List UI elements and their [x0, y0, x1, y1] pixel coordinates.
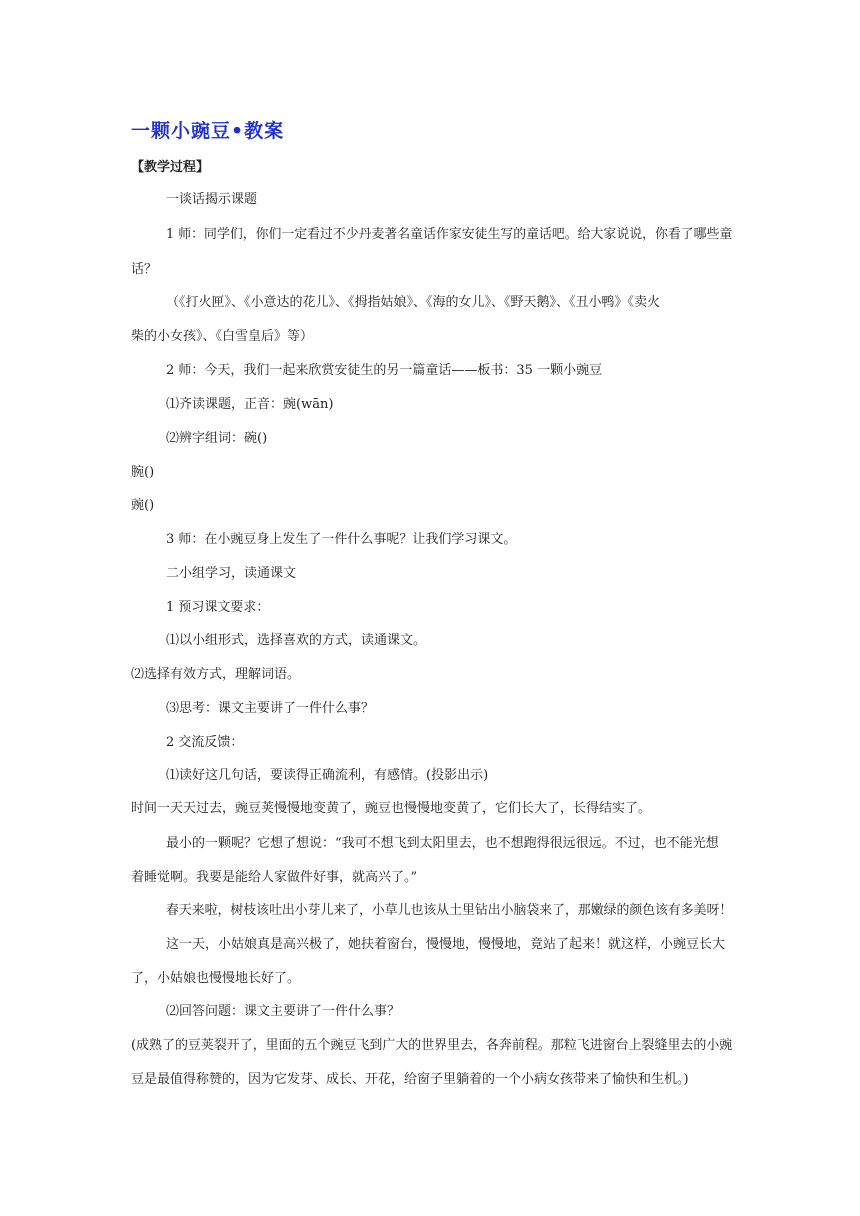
paragraph-line: 这一天，小姑娘真是高兴极了，她扶着窗台，慢慢地，慢慢地，竟站了起来！就这样，小豌豆长大	[166, 937, 726, 952]
paragraph-line: (成熟了的豆荚裂开了，里面的五个豌豆飞到广大的世界里去，各奔前程。那粒飞进窗台上裂缝里去的小豌	[131, 1038, 733, 1053]
paragraph-line: ⑵辨字组词：碗()	[166, 431, 268, 446]
paragraph-line: 话？	[131, 262, 158, 277]
paragraph-line: 豆是最值得称赞的，因为它发芽、成长、开花，给窗子里躺着的一个小病女孩带来了愉快和生机。)	[131, 1072, 689, 1087]
paragraph-line: 2 师：今天，我们一起来欣赏安徒生的另一篇童话——板书：35 一颗小豌豆	[166, 363, 603, 378]
paragraph-line: 2 交流反馈：	[166, 735, 244, 750]
paragraph-line: ⑴以小组形式，选择喜欢的方式，读通课文。	[166, 633, 427, 648]
paragraph-line: 着睡觉啊。我要是能给人家做件好事，就高兴了。”	[131, 870, 418, 885]
paragraph-line: 豌()	[131, 498, 155, 513]
paragraph-line: ⑶思考：课文主要讲了一件什么事？	[166, 701, 375, 716]
paragraph-line: 最小的一颗呢？它想了想说：“我可不想飞到太阳里去，也不想跑得很远很远。不过，也不能光想	[166, 836, 719, 851]
paragraph-line: 1 预习课文要求：	[166, 600, 270, 615]
paragraph-line: ⑵选择有效方式，理解词语。	[131, 667, 301, 682]
section-heading: 【教学过程】	[131, 160, 210, 175]
paragraph-line: 腕()	[131, 465, 155, 480]
paragraph-line: ⑵回答问题：课文主要讲了一件什么事？	[166, 1004, 401, 1019]
paragraph-line: 3 师：在小豌豆身上发生了一件什么事呢？让我们学习课文。	[166, 532, 517, 547]
paragraph-line: 二小组学习，读通课文	[166, 566, 297, 581]
paragraph-line: （《打火匣》、《小意达的花儿》、《拇指姑娘》、《海的女儿》、《野天鹅》、《丑小鸭》《卖火	[166, 295, 661, 310]
paragraph-line: ⑴读好这几句话，要读得正确流利，有感情。(投影出示)	[166, 768, 489, 783]
paragraph-line: 了，小姑娘也慢慢地长好了。	[131, 971, 301, 986]
paragraph-line: 一谈话揭示课题	[166, 192, 258, 207]
paragraph-line: 时间一天天过去，豌豆荚慢慢地变黄了，豌豆也慢慢地变黄了，它们长大了，长得结实了。	[131, 801, 652, 816]
document-title: 一颗小豌豆•教案	[131, 120, 285, 142]
paragraph-line: ⑴齐读课题，正音：豌(wān)	[166, 397, 334, 412]
paragraph-line: 春天来啦，树枝该吐出小芽儿来了，小草儿也该从土里钻出小脑袋来了，那嫩绿的颜色该有多美呀！	[166, 903, 733, 918]
paragraph-line: 柴的小女孩》、《白雪皇后》等）	[131, 329, 314, 344]
paragraph-line: 1 师：同学们，你们一定看过不少丹麦著名童话作家安徒生写的童话吧。给大家说说，你看了哪些童	[166, 227, 733, 242]
